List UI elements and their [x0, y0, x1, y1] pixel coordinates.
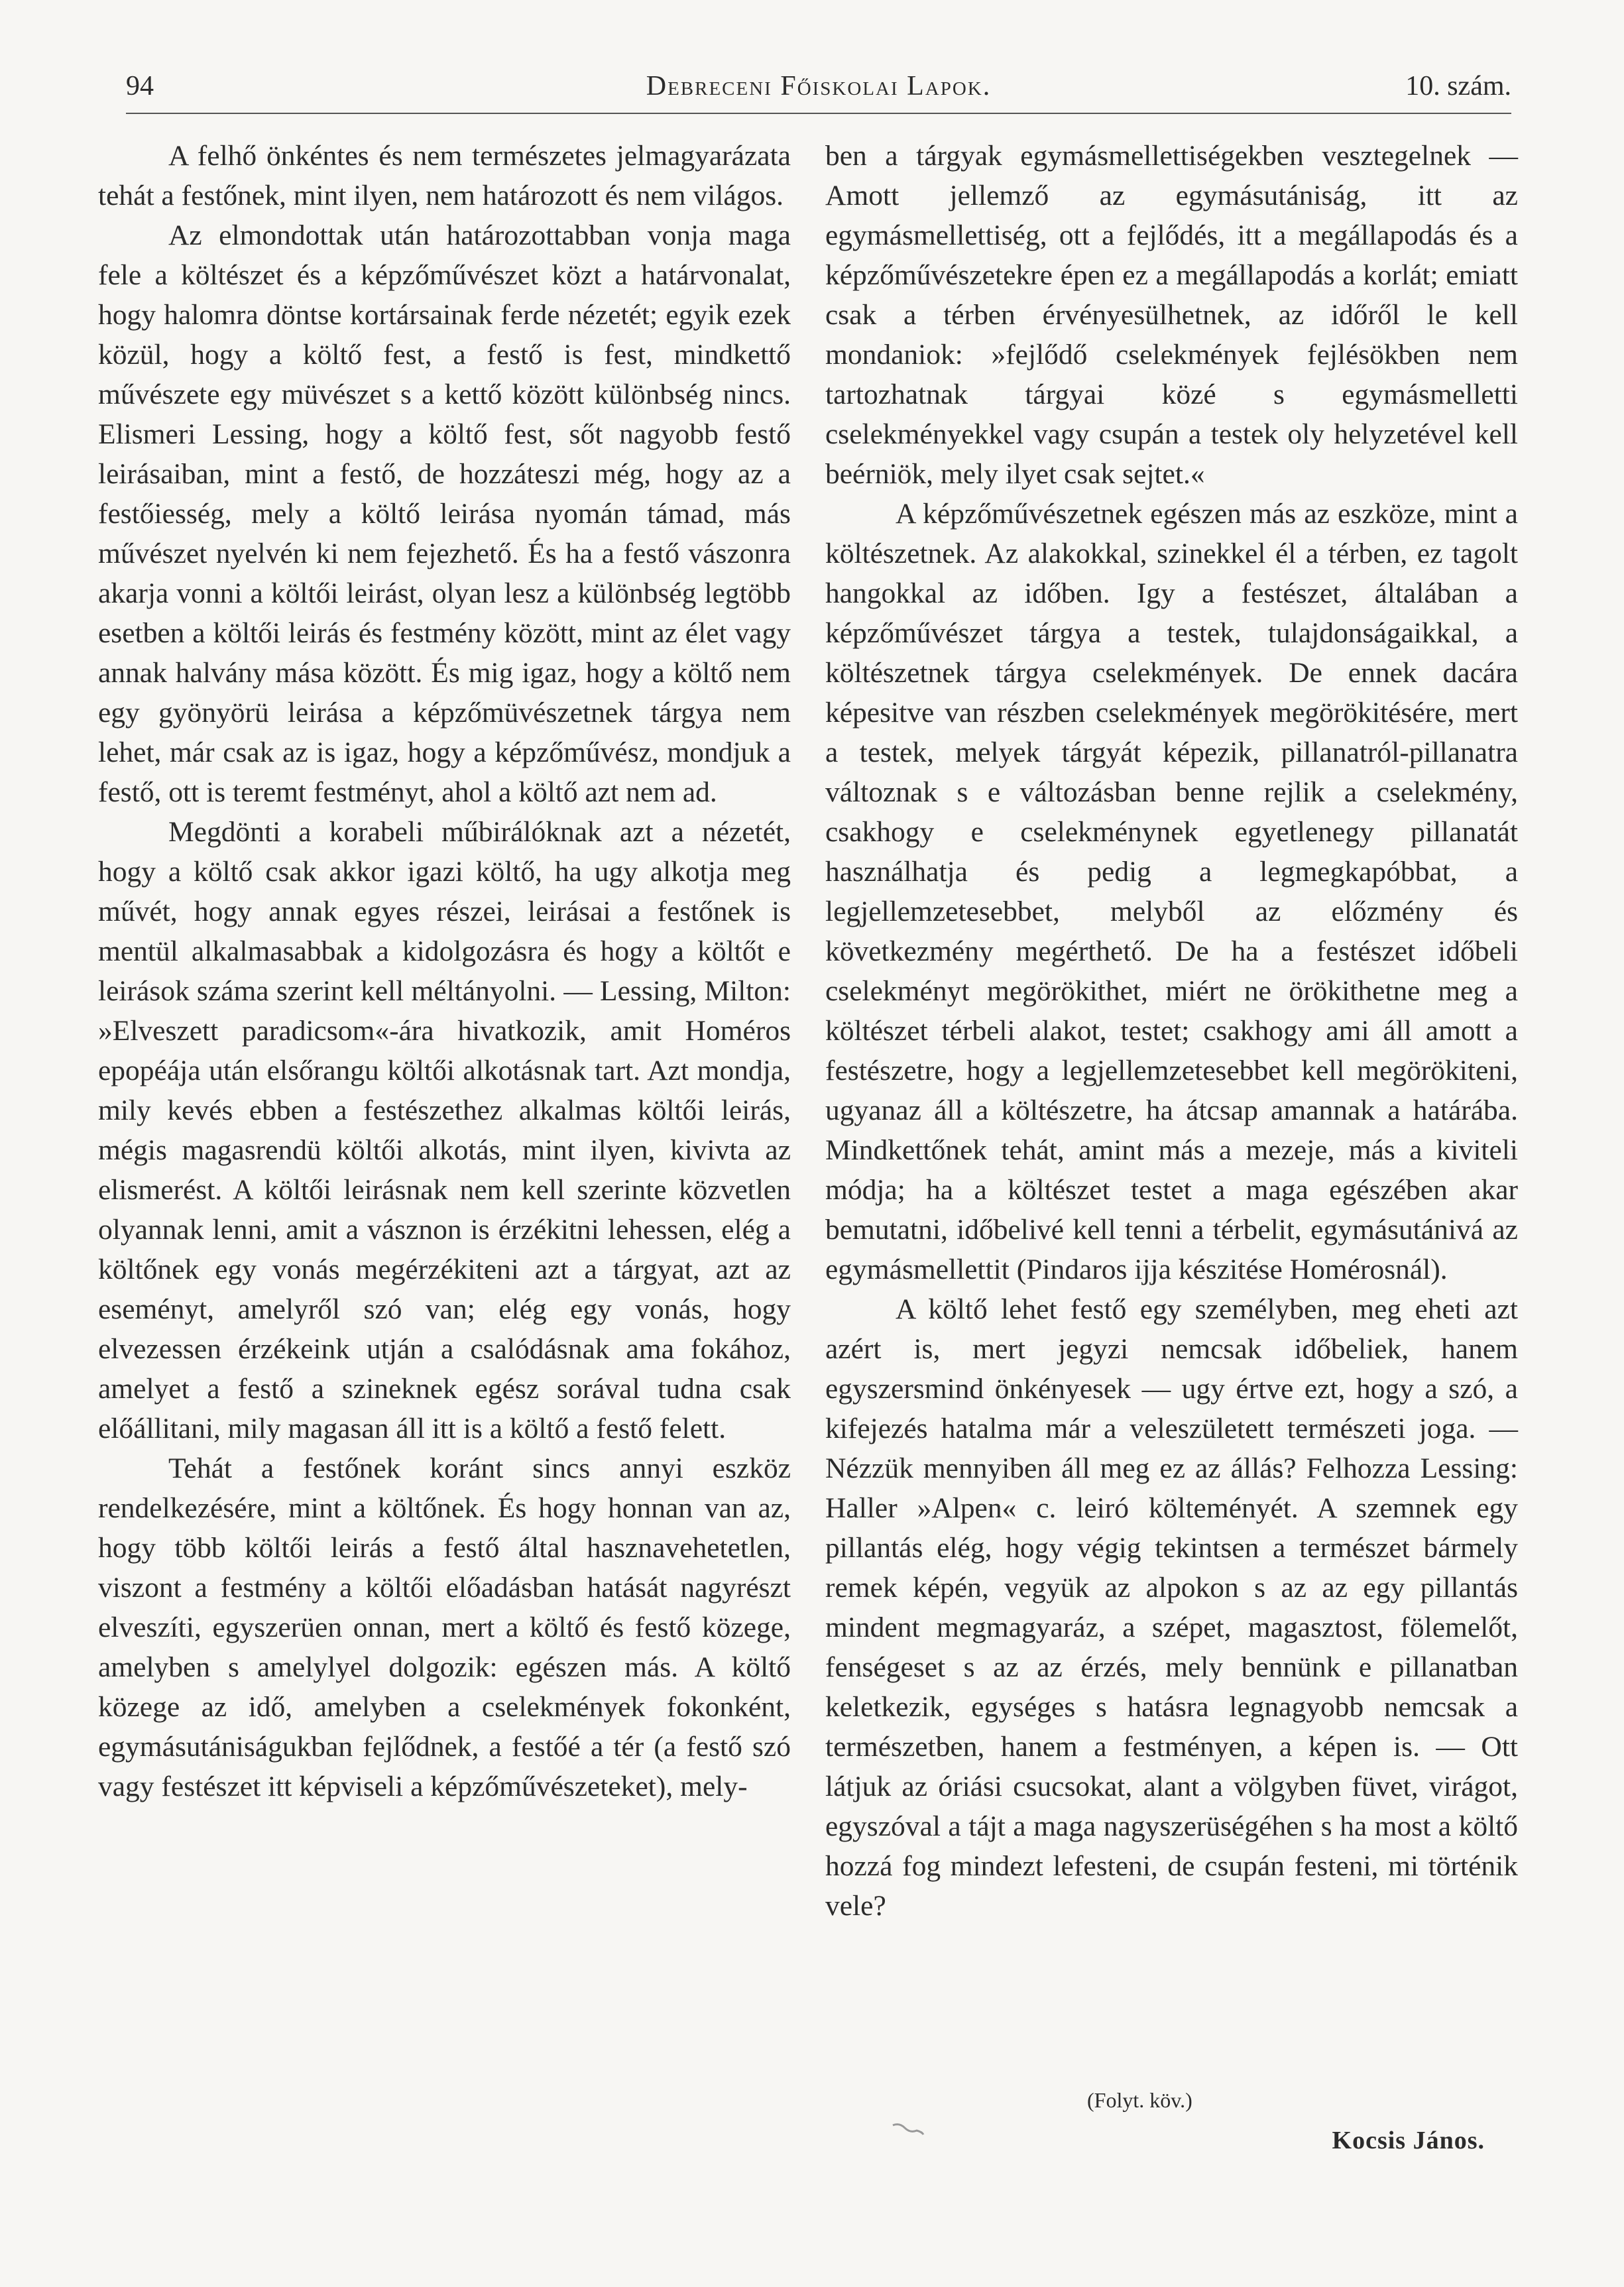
paragraph: Az elmondottak után határozottabban vonja maga fele a költészet és a képzőművészet közt a határvonalat, hogy halomra döntse kortársainak ferde nézetét; egyik ezek közül, hogy a költő fest, a festő is fest, mindkettő művészete egy müvészet s a kettő között különbség nincs. Elismeri Lessing, hogy a költő fest, sőt nagyobb festő leirásaiban, mint a festő, de hozzáteszi még, hogy az a festőiesség, mely a költő leirása nyomán támad, más művészet nyelvén ki nem fejezhető. És ha a festő vászonra akarja vonni a költői leirást, olyan lesz a különbség legtöbb esetben a költői leirás és festmény között, mint az élet vagy annak halvány mása között. És mig igaz, hogy a költő nem egy gyönyörü leirása a képzőmüvészetnek tárgya nem lehet, már csak az is igaz, hogy a képzőművész, mondjuk a festő, ott is teremt festményt, ahol a költő azt nem ad. — [98, 219, 791, 808]
page-number: 94 — [126, 71, 154, 101]
page-header — [126, 66, 1511, 114]
paragraph: A költő lehet festő egy személyben, meg eheti azt azért is, mert jegyzi nemcsak időbeliek, hanem egyszersmind önkényesek — ugy értve ezt, hogy a szó, a kifejezés hatalma már a veleszületett természeti joga. — Nézzük mennyiben áll meg ez az állás? Felhozza Lessing: Haller »Alpen« c. leiró költeményét. A szemnek egy pillantás elég, hogy végig tekintsen a természet bármely remek képén, vegyük az alpokon s az az egy pillantás mindent megmagyaráz, a szépet, magasztost, fölemelőt, fenségeset s az az érzés, mely bennünk e pillanatban keletkezik, egységes s hatásra legnagyobb nemcsak a természetben, hanem a festményen, a képen is. — Ott látjuk az óriási csucsokat, alant a völgyben füvet, virágot, egyszóval a tájt a maga nagyszerüségéhen s ha most a költő hozzá fog mindezt lefesteni, de csupán festeni, mi történik vele? — [825, 1293, 1518, 1922]
ink-smudge-icon — [892, 2121, 925, 2136]
paragraph: A képzőművészetnek egészen más az eszköze, mint a költészetnek. Az alakokkal, szinekkel él a térben, ez tagolt hangokkal az időben. Igy a festészet, általában a képzőművészet tárgya a testek, tulajdonságaikkal, a költészetnek tárgya cselekmények. De ennek dacára képesitve van részben cselekmények megörökitésére, mert a testek, melyek tárgyát képezik, pillanatról-pillanatra változnak s e változásban benne rejlik a cselekmény, csakhogy e cselekménynek egyetlenegy pillanatát használhatja és pedig a legmegkapóbbat, a legjellemzetesebbet, melyből az előzmény és következmény megérthető. De ha a festészet időbeli cselekményt megörökithet, miért ne örökithetne meg a költészet térbeli alakot, testet; csakhogy ami áll amott a festészetre, hogy a legjellemzetesebbet kell megörökiteni, ugyanaz áll a költészetre, ha átcsap amannak a határába. Mindkettőnek tehát, amint más a mezeje, más a kiviteli módja; ha a költészet testet a maga egészében akar bemutatni, időbelivé kell tenni a térbelit, egymásutánivá az egymásmellettit (Pindaros ijja készitése Homérosnál). — [825, 498, 1518, 1285]
paragraph: A felhő önkéntes és nem természetes jelmagyarázata tehát a festőnek, mint ilyen, nem határozott és nem világos. — [98, 140, 791, 211]
journal-title: Debreceni Főiskolai Lapok. — [646, 71, 992, 101]
issue-number: 10. szám. — [1405, 71, 1511, 101]
paragraph: ben a tárgyak egymásmellettiségekben vesztegelnek — Amott jellemző az egymásutániság, itt az egymásmellettiség, ott a fejlődés, itt a megállapodás és a képzőművészetekre épen ez a megállapodás a korlát; emiatt csak a térben érvényesülhetnek, az időről le kell mondaniok: »fejlődő cselekmények fejlésökben nem tartozhatnak tárgyai közé s egymásmelletti cselekményekkel vagy csupán a testek oly helyzetével kell beérniök, mely ilyet csak sejtet.« — [825, 140, 1518, 490]
continuation-note: (Folyt. köv.) — [1087, 2088, 1192, 2112]
paragraph: Megdönti a korabeli műbirálóknak azt a nézetét, hogy a költő csak akkor igazi költő, ha ugy alkotja meg művét, hogy annak egyes részei, leirásai a festőnek is mentül alkalmasabbak a kidolgozásra és hogy a költőt e leirások száma szerint kell méltányolni. — Lessing, Milton: »Elveszett paradicsom«-ára hivatkozik, amit Homéros epopéája után elsőrangu költői alkotásnak tart. Azt mondja, mily kevés ebben a festészethez alkalmas költői leirás, mégis magasrendü költői alkotás, mint ilyen, kivivta az elismerést. A költői leirásnak nem kell szerinte közvetlen olyannak lenni, amit a vásznon is érzékitni lehessen, elég a költőnek egy vonás megérzékiteni azt a tárgyat, azt az eseményt, amelyről szó van; elég egy vonás, hogy elvezessen érzékeink utján a csalódásnak ama fokához, amelyet a festő a szineknek egész sorával tudna csak előállitani, mily magasan áll itt is a költő a festő felett. — [98, 816, 791, 1444]
author-signature: Kocsis János. — [1332, 2127, 1485, 2154]
left-column — [98, 136, 791, 1806]
paragraph: Tehát a festőnek koránt sincs annyi eszköz rendelkezésére, mint a költőnek. És hogy honnan van az, hogy több költői leirás a festő által hasznavehetetlen, viszont a festmény a költői előadásban hatását nagyrészt elveszíti, egyszerüen onnan, mert a költő és festő közege, amelyben s amelylyel dolgozik: egészen más. A költő közege az idő, amelyben a cselekmények fokonként, egymásutániságukban fejlődnek, a festőé a tér (a festő szó vagy festészet itt képviseli a képzőművészeteket), mely- — [98, 1452, 791, 1802]
right-column — [825, 136, 1518, 1926]
